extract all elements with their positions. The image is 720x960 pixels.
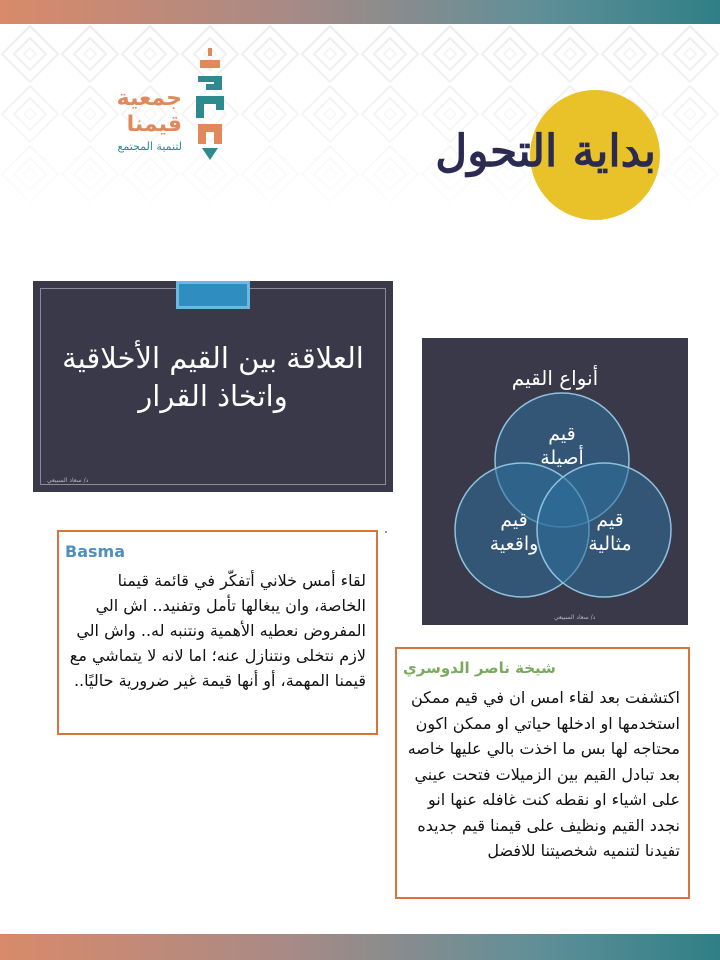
venn-label-right: قيم مثالية bbox=[588, 509, 632, 555]
comment-card-shaikha bbox=[395, 647, 690, 899]
page-title: بداية التحول bbox=[435, 126, 656, 177]
slide-footer: د/ سعاد السبيعي bbox=[47, 477, 89, 484]
stray-dot bbox=[385, 531, 387, 533]
logo-tagline: لتنمية المجتمع bbox=[117, 140, 182, 153]
venn-diagram bbox=[422, 338, 688, 625]
slide-footer: د/ سعاد السبيعي bbox=[554, 614, 596, 621]
association-logo bbox=[88, 44, 228, 164]
logo-text-line1: جمعية bbox=[116, 86, 182, 111]
slide-tab-decoration bbox=[176, 281, 250, 309]
slide-title: أنواع القيم bbox=[511, 366, 599, 390]
comment-text: لقاء أمس خلاني أتفكّر في قائمة قيمنا الخاصة، وان يبغالها تأمل وتفنيد.. اش الي المفروض نعطيه الأهمية ونتنبه له.. واش الي لازم نتخلى ونتنازل عنه؛ اما لانه لا يتماشي مع قيمنا المهمة، أو أنها قيمة غير ضرورية حاليًا.. bbox=[69, 571, 366, 690]
slide-thumbnail-1 bbox=[33, 281, 393, 492]
comment-author: Basma bbox=[65, 542, 125, 561]
bottom-gradient-bar bbox=[0, 934, 720, 960]
slide-title: العلاقة بين القيم الأخلاقية واتخاذ القرار bbox=[62, 341, 364, 413]
comment-card-basma bbox=[57, 530, 378, 735]
logo-text-line2: قيمنا bbox=[126, 112, 182, 137]
logo-emblem-icon bbox=[192, 46, 228, 162]
slide-thumbnail-2 bbox=[422, 338, 688, 625]
venn-label-left: قيم واقعية bbox=[489, 509, 539, 555]
top-gradient-bar bbox=[0, 0, 720, 24]
comment-author: شيخة ناصر الدوسري bbox=[403, 659, 556, 677]
venn-label-top: قيم أصيلة bbox=[540, 423, 584, 469]
comment-text: اكتشفت بعد لقاء امس ان في قيم ممكن استخدمها او ادخلها حياتي او ممكن اكون محتاجه لها بس ما اخذت بالي عليها خاصه بعد تبادل القيم بين الزميلات فتحت عيني على اشياء او نقطه كنت غافله عنها انو نجدد القيم ونظيف على قيمنا قيم جديده تفيدنا لتنميه شخصيتنا للافضل bbox=[407, 688, 680, 860]
